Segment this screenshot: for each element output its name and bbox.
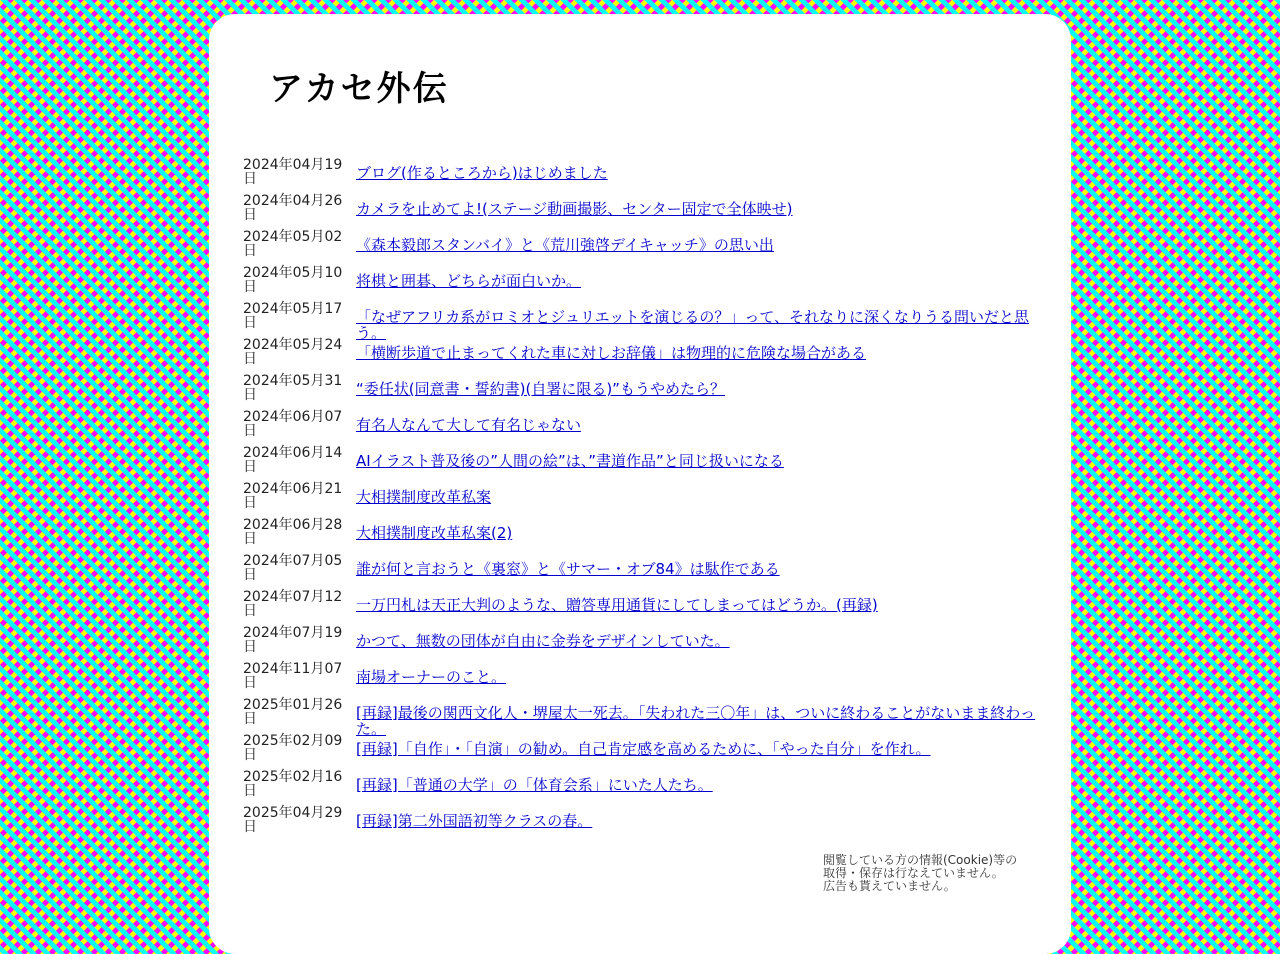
post-date: 2024年06月21日	[243, 481, 343, 511]
post-item	[243, 374, 1043, 410]
post-date: 2025年02月16日	[243, 769, 343, 799]
post-link[interactable]: AIイラスト普及後の”人間の絵”は、”書道作品”と同じ扱いになる	[356, 452, 784, 470]
post-link[interactable]: 大相撲制度改革私案	[356, 488, 492, 506]
post-date: 2024年07月19日	[243, 625, 343, 655]
post-link[interactable]: [再録]最後の関西文化人・堺屋太一死去。「失われた三〇年」は、ついに終わることがないまま終わった。	[356, 704, 1036, 738]
post-link[interactable]: カメラを止めてよ!(ステージ動画撮影、センター固定で全体映せ)	[356, 200, 793, 218]
post-link[interactable]: 《森本毅郎スタンバイ》と《荒川強啓デイキャッチ》の思い出	[356, 236, 774, 254]
post-item	[243, 554, 1043, 590]
post-link[interactable]: 将棋と囲碁、どちらが面白いか。	[356, 272, 582, 290]
post-date: 2025年04月29日	[243, 805, 343, 835]
content-card	[209, 14, 1071, 954]
site-title[interactable]: アカセ外伝	[269, 69, 449, 109]
post-link[interactable]: [再録]「自作」・「自演」の勧め。自己肯定感を高めるために、「やった自分」を作れ。	[356, 740, 931, 758]
post-date: 2024年07月05日	[243, 553, 343, 583]
post-item	[243, 410, 1043, 446]
post-link[interactable]: 「なぜアフリカ系がロミオとジュリエットを演じるの？」って、それなりに深くなりうる問いだと思う。	[356, 308, 1030, 342]
post-date: 2024年05月10日	[243, 265, 343, 295]
post-date: 2024年05月24日	[243, 337, 343, 367]
post-item	[243, 806, 1043, 842]
post-link[interactable]: 大相撲制度改革私案(2)	[356, 524, 513, 542]
post-date: 2025年02月09日	[243, 733, 343, 763]
post-item	[243, 770, 1043, 806]
notice-line: 取得・保存は行なえていません。	[823, 866, 1004, 880]
post-date: 2024年06月28日	[243, 517, 343, 547]
post-link[interactable]: かつて、無数の団体が自由に金券をデザインしていた。	[356, 632, 730, 650]
post-link[interactable]: [再録]「普通の大学」の「体育会系」にいた人たち。	[356, 776, 713, 794]
post-link[interactable]: 誰が何と言おうと《裏窓》と《サマー・オブ84》は駄作である	[356, 560, 780, 578]
post-date: 2024年11月07日	[243, 661, 343, 691]
post-item	[243, 230, 1043, 266]
post-link[interactable]: “委任状(同意書・誓約書)(自署に限る)”もうやめたら？	[356, 380, 725, 398]
post-item	[243, 266, 1043, 302]
post-date: 2024年05月31日	[243, 373, 343, 403]
privacy-notice	[823, 854, 1043, 893]
post-date: 2024年06月07日	[243, 409, 343, 439]
notice-line: 閲覧している方の情報(Cookie)等の	[823, 853, 1018, 867]
post-item	[243, 194, 1043, 230]
notice-line: 広告も貰えていません。	[823, 879, 956, 893]
post-link[interactable]: ブログ(作るところから)はじめました	[356, 164, 608, 182]
post-date: 2024年05月02日	[243, 229, 343, 259]
post-date: 2024年06月14日	[243, 445, 343, 475]
post-item	[243, 158, 1043, 194]
post-date: 2024年04月26日	[243, 193, 343, 223]
post-link[interactable]: 一万円札は天正大判のような、贈答専用通貨にしてしまってはどうか。(再録)	[356, 596, 878, 614]
post-link[interactable]: 「横断歩道で止まってくれた車に対しお辞儀」は物理的に危険な場合がある	[356, 344, 867, 362]
post-date: 2024年05月17日	[243, 301, 343, 331]
post-link[interactable]: 南場オーナーのこと。	[356, 668, 507, 686]
post-item	[243, 734, 1043, 770]
post-item	[243, 446, 1043, 482]
post-item	[243, 626, 1043, 662]
post-link[interactable]: [再録]第二外国語初等クラスの春。	[356, 812, 593, 830]
post-item	[243, 518, 1043, 554]
post-item	[243, 301, 1043, 342]
post-item	[243, 590, 1043, 626]
post-item	[243, 482, 1043, 518]
post-date: 2024年04月19日	[243, 157, 343, 187]
post-item	[243, 662, 1043, 698]
post-item	[243, 338, 1043, 374]
post-item	[243, 697, 1043, 738]
post-date: 2025年01月26日	[243, 697, 343, 727]
post-list	[243, 158, 1043, 842]
post-link[interactable]: 有名人なんて大して有名じゃない	[356, 416, 582, 434]
post-date: 2024年07月12日	[243, 589, 343, 619]
